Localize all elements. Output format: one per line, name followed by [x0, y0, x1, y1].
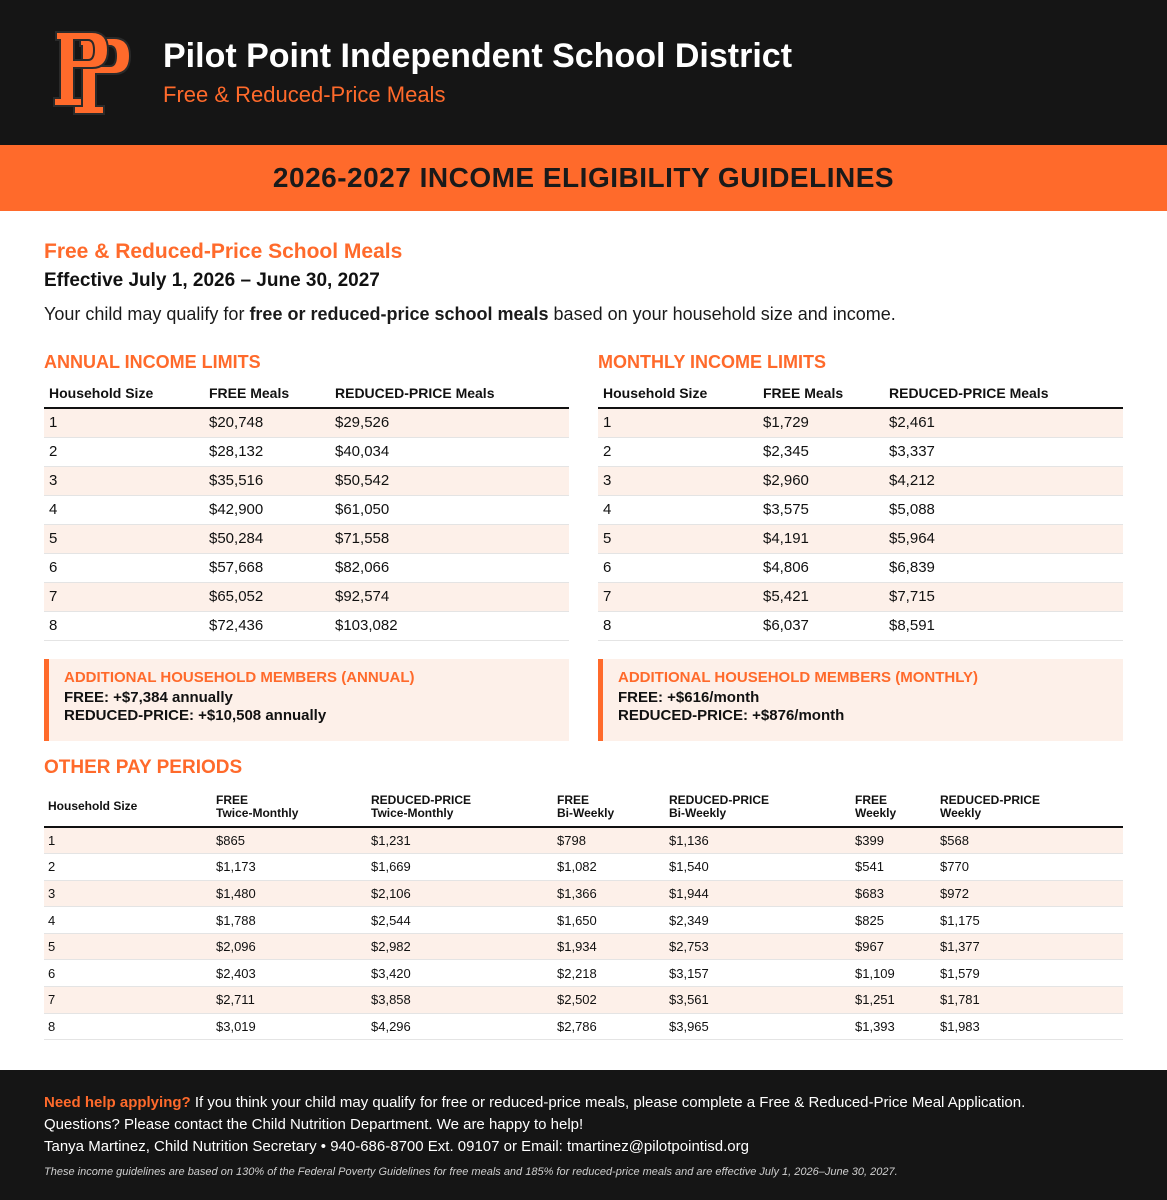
- table-row: [598, 524, 1123, 553]
- table-row: [44, 408, 569, 437]
- column-header-line2: Bi-Weekly: [669, 805, 727, 820]
- table-cell: $2,218: [553, 960, 665, 987]
- table-cell: $35,516: [204, 466, 330, 495]
- column-header: [553, 787, 665, 827]
- table-cell: $2,982: [367, 933, 553, 960]
- table-cell: 8: [44, 611, 204, 640]
- column-header-line1: REDUCED-PRICE: [371, 792, 472, 807]
- effective-dates: Effective July 1, 2026 – June 30, 2027: [44, 270, 380, 291]
- table-cell: $1,540: [665, 854, 851, 881]
- additional-annual-title: ADDITIONAL HOUSEHOLD MEMBERS (ANNUAL): [64, 669, 415, 686]
- table-cell: 1: [598, 408, 758, 437]
- table-cell: $4,806: [758, 553, 884, 582]
- column-header: [665, 787, 851, 827]
- table-cell: $1,934: [553, 933, 665, 960]
- table-cell: $798: [553, 827, 665, 854]
- table-cell: $5,964: [884, 524, 1123, 553]
- table-row: [598, 553, 1123, 582]
- table-cell: 2: [44, 854, 212, 881]
- table-cell: $3,337: [884, 437, 1123, 466]
- help-label: Need help applying?: [44, 1094, 191, 1111]
- table-header-row: [598, 378, 1123, 408]
- table-row: [44, 933, 1123, 960]
- table-cell: $972: [936, 880, 1123, 907]
- table-row: [44, 466, 569, 495]
- table-header-row: [44, 787, 1123, 827]
- column-header-line2: Twice-Monthly: [371, 805, 454, 820]
- table-cell: $865: [212, 827, 367, 854]
- table-row: [44, 524, 569, 553]
- table-cell: $29,526: [330, 408, 569, 437]
- table-cell: $2,502: [553, 987, 665, 1014]
- table-cell: $1,669: [367, 854, 553, 881]
- table-cell: $3,561: [665, 987, 851, 1014]
- table-cell: $5,088: [884, 495, 1123, 524]
- district-subtitle: Free & Reduced-Price Meals: [163, 82, 446, 107]
- column-header-line1: FREE: [557, 792, 590, 807]
- table-row: [598, 582, 1123, 611]
- column-header-line1: REDUCED-PRICE: [669, 792, 770, 807]
- table-cell: $1,480: [212, 880, 367, 907]
- intro-body: [44, 304, 896, 325]
- additional-annual-free: FREE: +$7,384 annually: [64, 689, 233, 706]
- table-row: [598, 408, 1123, 437]
- table-cell: $8,591: [884, 611, 1123, 640]
- column-header-line2: Weekly: [940, 805, 982, 820]
- table-cell: $65,052: [204, 582, 330, 611]
- table-row: [598, 437, 1123, 466]
- monthly-section-title: MONTHLY INCOME LIMITS: [598, 352, 827, 372]
- table-cell: 5: [44, 933, 212, 960]
- table-cell: $1,377: [936, 933, 1123, 960]
- additional-members-monthly: [598, 659, 1123, 741]
- table-row: [44, 553, 569, 582]
- table-cell: 1: [44, 408, 204, 437]
- table-cell: $7,715: [884, 582, 1123, 611]
- footer-note: These income guidelines are based on 130% of the Federal Poverty Guidelines for free meals and 185% for reduced-price meals and are effective July 1, 2026–June 30, 2027.: [44, 1166, 898, 1178]
- table-cell: 5: [44, 524, 204, 553]
- table-cell: $1,393: [851, 1013, 936, 1040]
- table-cell: $2,345: [758, 437, 884, 466]
- table-cell: $1,781: [936, 987, 1123, 1014]
- table-cell: $5,421: [758, 582, 884, 611]
- table-cell: 7: [598, 582, 758, 611]
- table-row: [44, 1013, 1123, 1040]
- table-cell: $1,136: [665, 827, 851, 854]
- footer-help-line: [44, 1092, 1167, 1114]
- column-header-line1: Household Size: [48, 799, 138, 813]
- column-header-line2: Bi-Weekly: [557, 805, 615, 820]
- table-cell: 1: [44, 827, 212, 854]
- annual-section-title: ANNUAL INCOME LIMITS: [44, 352, 261, 372]
- table-cell: $1,109: [851, 960, 936, 987]
- table-row: [44, 437, 569, 466]
- column-header: [44, 787, 212, 827]
- table-cell: $568: [936, 827, 1123, 854]
- table-row: [44, 907, 1123, 934]
- intro-body-bold: free or reduced-price school meals: [249, 304, 549, 324]
- table-row: [598, 611, 1123, 640]
- table-cell: $399: [851, 827, 936, 854]
- table-cell: 6: [44, 553, 204, 582]
- table-cell: $4,212: [884, 466, 1123, 495]
- additional-monthly-free: FREE: +$616/month: [618, 689, 760, 706]
- table-cell: $2,544: [367, 907, 553, 934]
- table-cell: $770: [936, 854, 1123, 881]
- table-cell: $1,983: [936, 1013, 1123, 1040]
- table-cell: 6: [44, 960, 212, 987]
- table-cell: $71,558: [330, 524, 569, 553]
- table-cell: $6,839: [884, 553, 1123, 582]
- table-row: [44, 827, 1123, 854]
- table-cell: $57,668: [204, 553, 330, 582]
- table-cell: $1,231: [367, 827, 553, 854]
- table-cell: $2,403: [212, 960, 367, 987]
- table-cell: $825: [851, 907, 936, 934]
- table-cell: 3: [44, 880, 212, 907]
- table-cell: $1,082: [553, 854, 665, 881]
- table-cell: $1,788: [212, 907, 367, 934]
- column-header-line1: FREE: [855, 792, 888, 807]
- table-cell: 3: [44, 466, 204, 495]
- table-cell: $3,965: [665, 1013, 851, 1040]
- table-cell: 7: [44, 582, 204, 611]
- column-header: Household Size: [44, 378, 204, 408]
- table-cell: $541: [851, 854, 936, 881]
- column-header: [367, 787, 553, 827]
- table-cell: $967: [851, 933, 936, 960]
- column-header: REDUCED-PRICE Meals: [330, 378, 569, 408]
- table-cell: 8: [598, 611, 758, 640]
- table-cell: 4: [44, 907, 212, 934]
- additional-monthly-title: ADDITIONAL HOUSEHOLD MEMBERS (MONTHLY): [618, 669, 978, 686]
- column-header: [936, 787, 1123, 827]
- additional-monthly-reduced: REDUCED-PRICE: +$876/month: [618, 707, 845, 724]
- table-cell: $1,173: [212, 854, 367, 881]
- table-cell: $42,900: [204, 495, 330, 524]
- column-header: [212, 787, 367, 827]
- table-cell: $3,420: [367, 960, 553, 987]
- table-row: [44, 582, 569, 611]
- column-header: [851, 787, 936, 827]
- table-cell: $50,542: [330, 466, 569, 495]
- table-cell: $1,175: [936, 907, 1123, 934]
- help-text: If you think your child may qualify for free or reduced-price meals, please complete a Free & Reduced-Price Meal Application.: [190, 1094, 1026, 1111]
- table-cell: $82,066: [330, 553, 569, 582]
- table-cell: 6: [598, 553, 758, 582]
- column-header-line1: REDUCED-PRICE: [940, 792, 1041, 807]
- table-cell: $3,575: [758, 495, 884, 524]
- table-cell: 2: [598, 437, 758, 466]
- column-header: FREE Meals: [204, 378, 330, 408]
- table-cell: $2,786: [553, 1013, 665, 1040]
- table-cell: $2,960: [758, 466, 884, 495]
- table-cell: $6,037: [758, 611, 884, 640]
- district-name: Pilot Point Independent School District: [163, 37, 793, 75]
- column-header: Household Size: [598, 378, 758, 408]
- table-cell: $1,729: [758, 408, 884, 437]
- table-cell: $40,034: [330, 437, 569, 466]
- intro-heading: Free & Reduced-Price School Meals: [44, 240, 403, 263]
- table-cell: 5: [598, 524, 758, 553]
- table-row: [44, 854, 1123, 881]
- table-row: [44, 960, 1123, 987]
- page-header: [0, 0, 1167, 145]
- table-cell: 3: [598, 466, 758, 495]
- column-header: REDUCED-PRICE Meals: [884, 378, 1123, 408]
- table-cell: 4: [598, 495, 758, 524]
- table-cell: $2,711: [212, 987, 367, 1014]
- table-row: [598, 466, 1123, 495]
- table-cell: $2,349: [665, 907, 851, 934]
- table-cell: $2,106: [367, 880, 553, 907]
- table-cell: $3,157: [665, 960, 851, 987]
- other-pay-periods-table: [44, 787, 1123, 1040]
- table-row: [598, 495, 1123, 524]
- page-footer: [0, 1070, 1167, 1200]
- table-cell: $4,296: [367, 1013, 553, 1040]
- table-row: [44, 987, 1123, 1014]
- table-cell: $2,753: [665, 933, 851, 960]
- banner-title: 2026-2027 INCOME ELIGIBILITY GUIDELINES: [272, 162, 895, 193]
- other-pay-periods-title: OTHER PAY PERIODS: [44, 757, 243, 778]
- table-cell: $28,132: [204, 437, 330, 466]
- additional-annual-reduced: REDUCED-PRICE: +$10,508 annually: [64, 707, 327, 724]
- annual-income-table: [44, 378, 569, 641]
- table-row: [44, 880, 1123, 907]
- table-cell: 2: [44, 437, 204, 466]
- table-cell: $61,050: [330, 495, 569, 524]
- table-cell: $1,251: [851, 987, 936, 1014]
- intro-body-post: based on your household size and income.: [548, 304, 896, 324]
- table-row: [44, 611, 569, 640]
- footer-questions: Questions? Please contact the Child Nutrition Department. We are happy to help!: [44, 1116, 584, 1133]
- table-cell: $3,019: [212, 1013, 367, 1040]
- intro-body-pre: Your child may qualify for: [44, 304, 250, 324]
- guidelines-banner: [0, 145, 1167, 211]
- table-cell: $20,748: [204, 408, 330, 437]
- table-cell: $683: [851, 880, 936, 907]
- table-cell: 4: [44, 495, 204, 524]
- table-cell: $50,284: [204, 524, 330, 553]
- table-cell: $1,944: [665, 880, 851, 907]
- additional-members-annual: [44, 659, 569, 741]
- monthly-income-table: [598, 378, 1123, 641]
- table-cell: $1,579: [936, 960, 1123, 987]
- column-header-line1: FREE: [216, 792, 249, 807]
- column-header-line2: Twice-Monthly: [216, 805, 299, 820]
- table-cell: $103,082: [330, 611, 569, 640]
- table-header-row: [44, 378, 569, 408]
- table-cell: 8: [44, 1013, 212, 1040]
- table-cell: $1,366: [553, 880, 665, 907]
- table-cell: $2,461: [884, 408, 1123, 437]
- table-cell: $3,858: [367, 987, 553, 1014]
- footer-contact: Tanya Martinez, Child Nutrition Secretary • 940-686-8700 Ext. 09107 or Email: tmartinez@pilotpointisd.org: [44, 1138, 749, 1155]
- table-cell: $1,650: [553, 907, 665, 934]
- column-header-line2: Weekly: [855, 805, 897, 820]
- pp-monogram-logo-icon: [52, 28, 134, 116]
- table-cell: $2,096: [212, 933, 367, 960]
- column-header: FREE Meals: [758, 378, 884, 408]
- table-cell: $92,574: [330, 582, 569, 611]
- table-cell: $4,191: [758, 524, 884, 553]
- table-row: [44, 495, 569, 524]
- table-cell: 7: [44, 987, 212, 1014]
- table-cell: $72,436: [204, 611, 330, 640]
